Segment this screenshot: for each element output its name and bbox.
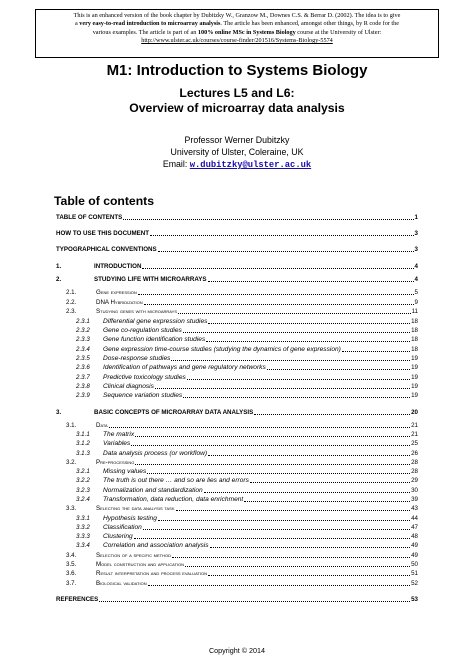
toc-entry-number: 3.3.4: [76, 542, 90, 549]
toc-entry-title: BASIC CONCEPTS OF MICROARRAY DATA ANALYSIS: [94, 409, 254, 416]
toc-entry-title: Variables: [103, 440, 131, 447]
toc-entry-number: 3.2.1: [76, 468, 90, 475]
toc-leader-dots: [109, 422, 410, 428]
toc-entry-page: 20: [411, 409, 418, 416]
toc-entry-number: 3.2.3: [76, 487, 90, 494]
toc-leader-dots: [208, 570, 410, 576]
toc-entry-number: 1.: [56, 263, 62, 270]
toc-entry-title: Pre-processing: [96, 459, 135, 466]
toc-entry-page: 19: [411, 355, 418, 362]
toc-entry-number: 3.6.: [66, 570, 77, 577]
toc-entry-page: 50: [411, 561, 418, 568]
toc-leader-dots: [123, 214, 413, 220]
toc-leader-dots: [206, 336, 410, 342]
toc-entry-page: 28: [411, 459, 418, 466]
toc-entry-page: 52: [411, 580, 418, 587]
toc-entry-number: 3.5.: [66, 561, 77, 568]
toc-entry-number: 2.3.1: [76, 318, 90, 325]
toc-entry-page: 18: [411, 336, 418, 343]
toc-entry-title: Hypothesis testing: [103, 515, 157, 522]
toc-entry-title: Sequence variation studies: [103, 392, 183, 399]
toc-entry-title: Result interpretation and process evaluation: [96, 570, 207, 577]
toc-leader-dots: [148, 580, 411, 586]
toc-entry-page: 47: [411, 524, 418, 531]
toc-entry[interactable]: [56, 408, 418, 417]
toc-leader-dots: [342, 346, 410, 352]
toc-leader-dots: [147, 468, 410, 474]
notice-text-3b: 100% online MSc in Systems Biology: [197, 28, 296, 36]
toc-leader-dots: [135, 459, 410, 465]
toc-entry-number: 3.1.3: [76, 450, 90, 457]
toc-leader-dots: [172, 552, 410, 558]
document-title: M1: Introduction to Systems Biology: [106, 62, 368, 79]
toc-leader-dots: [131, 440, 410, 446]
toc-entry-number: 2.3.6: [76, 364, 90, 371]
author-email-line: [0, 159, 474, 170]
toc-leader-dots: [135, 431, 410, 437]
toc-entry-number: 2.3.: [66, 308, 77, 315]
lecture-subtitle: Overview of microarray data analysis: [129, 101, 345, 115]
toc-entry-title: Data: [96, 422, 108, 429]
toc-entry[interactable]: [56, 532, 418, 541]
toc-leader-dots: [183, 327, 410, 333]
toc-entry-page: 1: [414, 214, 418, 221]
toc-entry[interactable]: [56, 275, 418, 284]
toc-entry-number: 2.3.7: [76, 374, 90, 381]
toc-entry-page: 9: [414, 299, 418, 306]
toc-entry-page: 53: [411, 596, 418, 603]
toc-leader-dots: [158, 246, 414, 252]
toc-entry-page: 39: [411, 496, 418, 503]
toc-leader-dots: [185, 561, 410, 567]
lecture-title: Lectures L5 and L6:: [179, 86, 295, 100]
toc-entry-number: 2.2.: [66, 299, 77, 306]
toc-entry[interactable]: [56, 298, 418, 307]
toc-leader-dots: [250, 477, 410, 483]
toc-entry-title: The truth is out there … and so are lies and errors: [103, 477, 249, 484]
toc-leader-dots: [158, 515, 410, 521]
toc-leader-dots: [208, 276, 414, 282]
toc-entry-page: 49: [411, 542, 418, 549]
toc-entry-page: 51: [411, 570, 418, 577]
toc-leader-dots: [144, 299, 414, 305]
toc-entry-page: 26: [411, 450, 418, 457]
toc-entry-page: 18: [411, 346, 418, 353]
toc-entry-page: 29: [411, 477, 418, 484]
toc-entry-title: Gene expression: [96, 289, 137, 296]
toc-entry-number: 2.3.8: [76, 383, 90, 390]
toc-entry-page: 19: [411, 364, 418, 371]
toc-heading: Table of contents: [54, 194, 154, 208]
toc-leader-dots: [208, 318, 410, 324]
toc-leader-dots: [178, 308, 411, 314]
toc-entry-title: Transformation, data reduction, data enrichment: [103, 496, 244, 503]
toc-entry-title: Gene co-regulation studies: [103, 327, 182, 334]
toc-entry-page: 19: [411, 383, 418, 390]
toc-entry[interactable]: [56, 229, 418, 238]
toc-entry-number: 3.3.3: [76, 533, 90, 540]
toc-entry-title: Dose-response studies: [103, 355, 171, 362]
toc-entry-page: 11: [411, 308, 418, 315]
toc-entry-title: Studying genes with microarrays: [96, 308, 177, 315]
notice-text-2b: very easy-to-read introduction to microarray analysis: [79, 20, 221, 28]
toc-leader-dots: [143, 524, 410, 530]
toc-leader-dots: [183, 392, 410, 398]
toc-leader-dots: [254, 409, 410, 415]
toc-entry-page: 3: [414, 246, 418, 253]
toc-leader-dots: [150, 230, 414, 236]
toc-entry[interactable]: [56, 213, 418, 222]
toc-entry-title: Biological validation: [96, 580, 147, 587]
toc-entry-title: Clustering: [103, 533, 133, 540]
toc-entry-page: 21: [411, 422, 418, 429]
toc-entry-number: 2.3.3: [76, 336, 90, 343]
toc-entry-number: 3.2.2: [76, 477, 90, 484]
toc-entry-title: Missing values: [103, 468, 147, 475]
author-affiliation: University of Ulster, Coleraine, UK: [170, 147, 304, 157]
toc-leader-dots: [204, 487, 410, 493]
toc-entry-title: TABLE OF CONTENTS: [56, 214, 123, 221]
toc-leader-dots: [155, 383, 410, 389]
toc-entry-page: 19: [411, 374, 418, 381]
toc-entry-page: 4: [414, 276, 418, 283]
toc-entry-title: HOW TO USE THIS DOCUMENT: [56, 230, 150, 237]
toc-entry-title: INTRODUCTION: [94, 263, 142, 270]
toc-entry-title: Gene function identification studies: [103, 336, 206, 343]
toc-entry-title: Predictive toxicology studies: [103, 374, 186, 381]
toc-entry-page: 3: [414, 230, 418, 237]
toc-entry-title: TYPOGRAPHICAL CONVENTIONS: [56, 246, 157, 253]
toc-leader-dots: [208, 450, 410, 456]
toc-entry-title: DNA Hybridization: [96, 299, 143, 306]
notice-text-2a: a: [75, 20, 80, 28]
toc-entry[interactable]: [56, 430, 418, 439]
toc-entry-title: STUDYING LIFE WITH MICROARRAYS: [94, 276, 207, 283]
toc-leader-dots: [267, 364, 410, 370]
toc-entry-title: Identification of pathways and gene regulatory networks: [103, 364, 266, 371]
toc-entry-page: 43: [411, 505, 418, 512]
toc-entry[interactable]: [56, 391, 418, 400]
toc-entry[interactable]: [56, 458, 418, 467]
toc-entry-page: 44: [411, 515, 418, 522]
toc-entry-title: The matrix: [103, 431, 135, 438]
toc-entry-page: 25: [411, 440, 418, 447]
toc-entry-title: Gene expression time-course studies (studying the dynamics of gene expression): [103, 346, 341, 353]
toc-entry[interactable]: [56, 551, 418, 560]
toc-entry-page: 18: [411, 318, 418, 325]
toc-entry[interactable]: [56, 476, 418, 485]
toc-entry[interactable]: [56, 317, 418, 326]
notice-text-2c: . The article has been enhanced, amongst other things, by R code for the: [220, 20, 399, 28]
toc-entry[interactable]: [56, 354, 418, 363]
toc-entry[interactable]: [56, 523, 418, 532]
toc-leader-dots: [99, 596, 410, 602]
email-link[interactable]: w.dubitzky@ulster.ac.uk: [189, 160, 312, 170]
toc-entry[interactable]: [56, 288, 418, 297]
toc-entry-page: 18: [411, 327, 418, 334]
toc-entry-page: 28: [411, 468, 418, 475]
toc-leader-dots: [142, 263, 413, 269]
toc-entry[interactable]: [56, 335, 418, 344]
toc-entry-title: Correlation and association analysis: [103, 542, 209, 549]
toc-entry-number: 3.2.: [66, 459, 77, 466]
toc-entry-page: 5: [414, 289, 418, 296]
toc-entry-number: 2.3.2: [76, 327, 90, 334]
notice-text-1: This is an enhanced version of the book chapter by Dubitzky W., Granzow M., Downes C.S. & Berrar D. (2002). The idea is to give: [73, 12, 401, 19]
toc-entry-title: Selecting the data analysis task: [96, 505, 175, 512]
toc-entry-number: 2.3.5: [76, 355, 90, 362]
toc-entry[interactable]: [56, 449, 418, 458]
toc-entry[interactable]: [56, 245, 418, 254]
notice-text-3a: various examples. The article is part of an: [92, 28, 198, 36]
toc-leader-dots: [210, 542, 411, 548]
toc-leader-dots: [138, 289, 414, 295]
toc-leader-dots: [171, 355, 410, 361]
toc-entry-number: 2.3.4: [76, 346, 90, 353]
toc-entry[interactable]: [56, 262, 418, 271]
toc-entry-number: 3.1.2: [76, 440, 90, 447]
toc-entry-number: 3.3.1: [76, 515, 90, 522]
toc-entry[interactable]: [56, 382, 418, 391]
toc-entry-title: Clinical diagnosis: [103, 383, 154, 390]
toc-entry[interactable]: [56, 486, 418, 495]
toc-entry[interactable]: [56, 560, 418, 569]
email-label: Email:: [162, 159, 190, 169]
toc-entry-number: 3.3.2: [76, 524, 90, 531]
toc-entry-number: 3.1.: [66, 422, 77, 429]
toc-entry[interactable]: [56, 569, 418, 578]
notice-text-3c: course at the University of Ulster:: [295, 28, 382, 36]
toc-leader-dots: [244, 496, 410, 502]
toc-entry[interactable]: [56, 326, 418, 335]
toc-entry[interactable]: [56, 467, 418, 476]
toc-entry-title: REFERENCES: [56, 596, 99, 603]
toc-entry-page: 21: [411, 431, 418, 438]
toc-entry-number: 3.1.1: [76, 431, 90, 438]
toc-entry[interactable]: [56, 595, 418, 604]
copyright-footer: Copyright © 2014: [208, 646, 266, 655]
course-link[interactable]: http://www.ulster.ac.uk/courses/course-finder/201516/Systems-Biology-5574: [141, 37, 333, 45]
toc-entry-number: 3.2.4: [76, 496, 90, 503]
toc-entry-number: 3.4.: [66, 552, 77, 559]
source-notice-box: [35, 9, 439, 58]
toc-entry-title: Normalization and standardization: [103, 487, 203, 494]
toc-entry-page: 48: [411, 533, 418, 540]
toc-entry-page: 49: [411, 552, 418, 559]
toc-entry[interactable]: [56, 421, 418, 430]
toc-entry[interactable]: [56, 307, 418, 316]
toc-entry-page: 4: [414, 263, 418, 270]
toc-entry[interactable]: [56, 439, 418, 448]
toc-entry[interactable]: [56, 579, 418, 588]
toc-entry-number: 2.1.: [66, 289, 77, 296]
toc-entry[interactable]: [56, 504, 418, 513]
toc-leader-dots: [176, 505, 411, 511]
toc-entry-number: 3.3.: [66, 505, 77, 512]
toc-entry[interactable]: [56, 373, 418, 382]
toc-leader-dots: [134, 533, 410, 539]
toc-entry-number: 3.: [56, 409, 62, 416]
toc-entry[interactable]: [56, 514, 418, 523]
toc-entry-page: 30: [411, 487, 418, 494]
toc-entry[interactable]: [56, 363, 418, 372]
toc-entry-title: Model construction and application: [96, 561, 185, 568]
toc-entry-number: 3.7.: [66, 580, 77, 587]
toc-entry-number: 2.3.9: [76, 392, 90, 399]
toc-entry-number: 2.: [56, 276, 62, 283]
toc-entry-title: Classification: [103, 524, 142, 531]
author-name: Professor Werner Dubitzky: [184, 135, 290, 145]
toc-entry[interactable]: [56, 541, 418, 550]
toc-entry-title: Data analysis process (or workflow): [103, 450, 208, 457]
toc-entry-page: 19: [411, 392, 418, 399]
toc-entry-title: Selection of a specific method: [96, 552, 172, 559]
toc-leader-dots: [187, 374, 410, 380]
toc-entry[interactable]: [56, 345, 418, 354]
toc-entry-title: Differential gene expression studies: [103, 318, 208, 325]
toc-entry[interactable]: [56, 495, 418, 504]
